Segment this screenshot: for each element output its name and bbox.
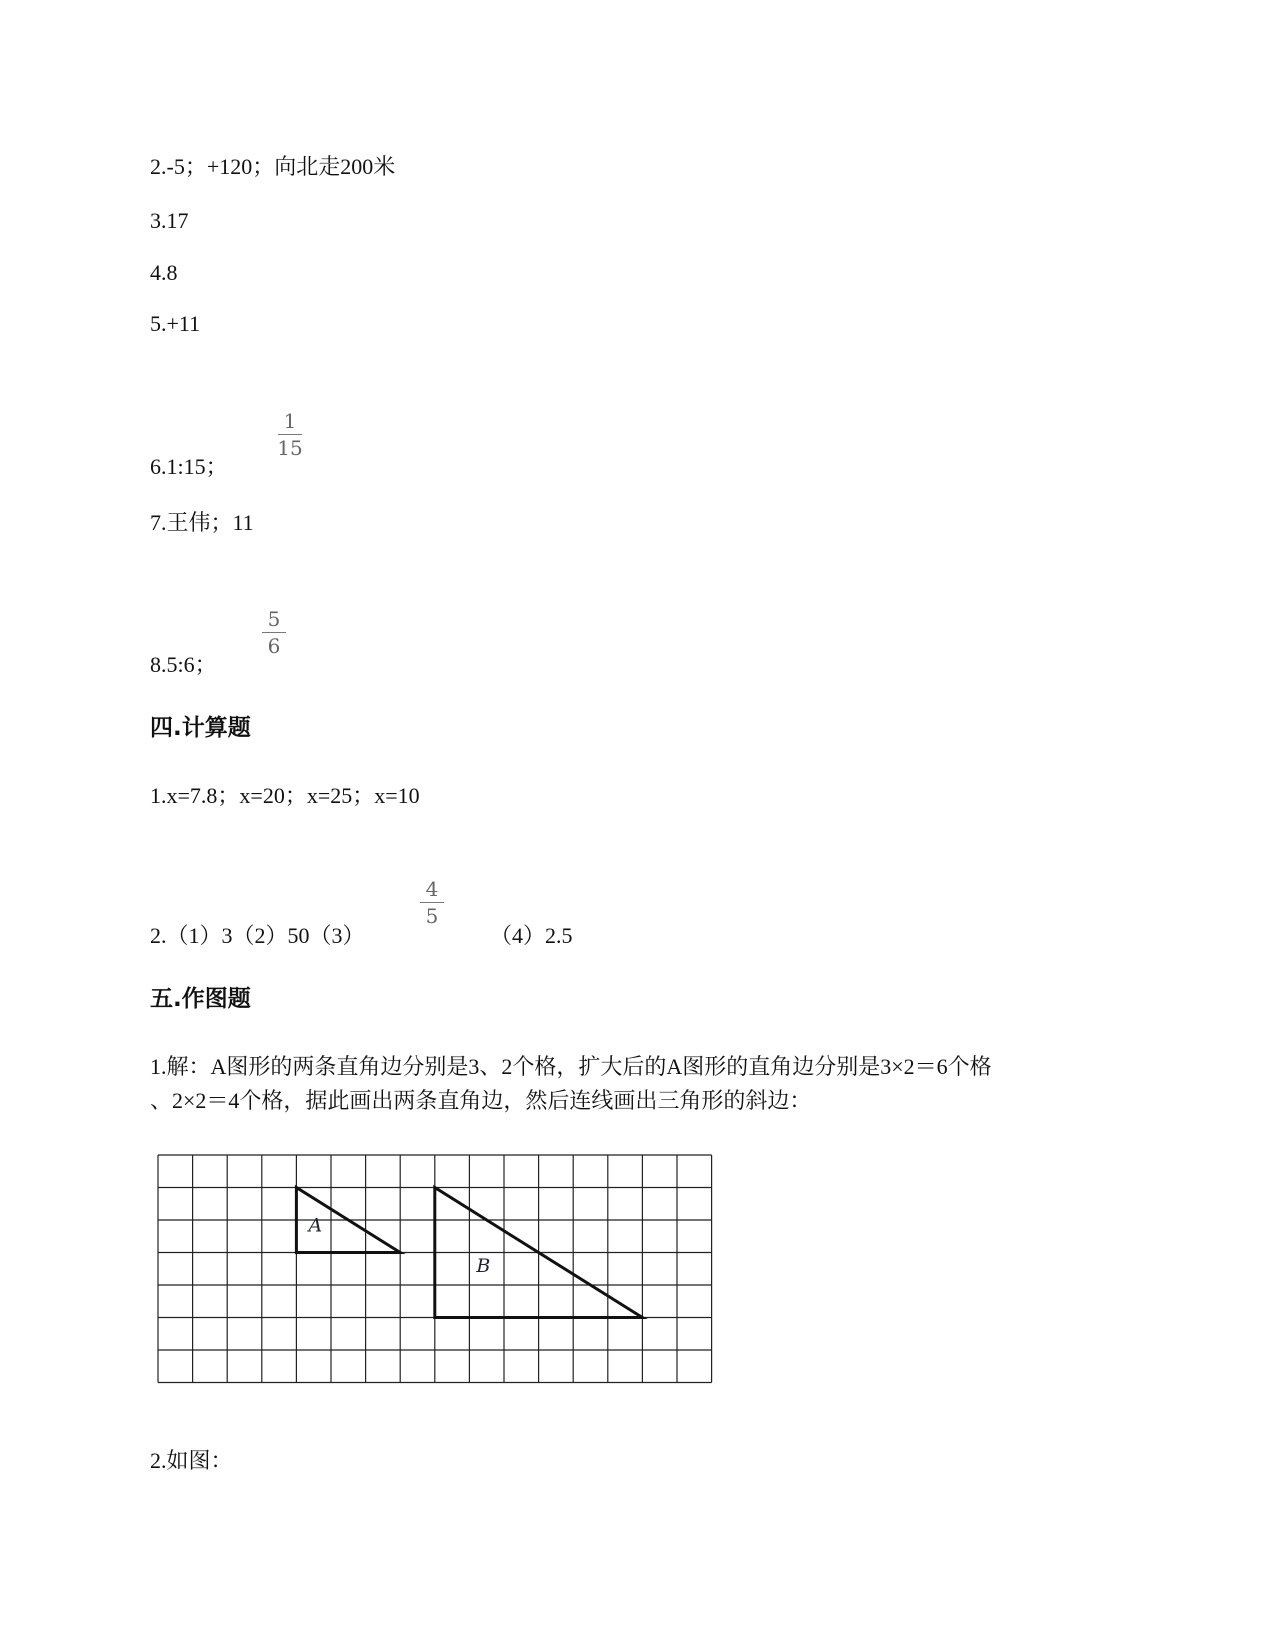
triangle-b-label: B	[476, 1255, 491, 1277]
fraction-denominator: 6	[267, 634, 281, 658]
fraction-numerator: 1	[283, 409, 297, 433]
fraction-numerator: 5	[267, 607, 281, 631]
fraction-bar	[420, 902, 444, 903]
solution-line-2: 、2×2＝4个格，据此画出两条直角边，然后连线画出三角形的斜边：	[150, 1088, 812, 1113]
grid-figure	[156, 1153, 716, 1385]
section-4-answer-2-fraction	[412, 878, 452, 927]
fraction-denominator: 15	[277, 436, 303, 460]
solution-line-1: 1.解：A图形的两条直角边分别是3、2个格，扩大后的A图形的直角边分别是3×2＝6个格	[150, 1054, 992, 1079]
section-5-heading: 五.作图题	[150, 986, 251, 1012]
fraction-bar	[262, 632, 286, 633]
section-4-answer-2-suffix: （4）2.5	[490, 923, 573, 948]
section-4-heading: 四.计算题	[150, 715, 251, 741]
fraction-denominator: 5	[425, 904, 439, 928]
answer-7: 7.王伟；11	[150, 510, 254, 535]
section-4-answer-1: 1.x=7.8；x=20；x=25；x=10	[150, 783, 420, 808]
section-5-answer-1	[150, 1050, 992, 1118]
triangle-a-label: A	[308, 1214, 323, 1237]
fraction-numerator: 4	[425, 877, 439, 901]
answer-6: 6.1:15；	[150, 454, 228, 479]
answer-2: 2.-5；+120；向北走200米	[150, 154, 396, 179]
answer-6-fraction	[270, 410, 310, 459]
answer-4: 4.8	[150, 260, 178, 285]
section-5-answer-2: 2.如图：	[150, 1448, 233, 1473]
answer-8: 8.5:6；	[150, 652, 217, 677]
fraction-bar	[278, 434, 302, 435]
answer-8-fraction	[254, 608, 294, 657]
answer-5: 5.+11	[150, 311, 201, 336]
answer-3: 3.17	[150, 208, 189, 233]
section-4-answer-2-prefix: 2.（1）3（2）50（3）	[150, 923, 365, 948]
